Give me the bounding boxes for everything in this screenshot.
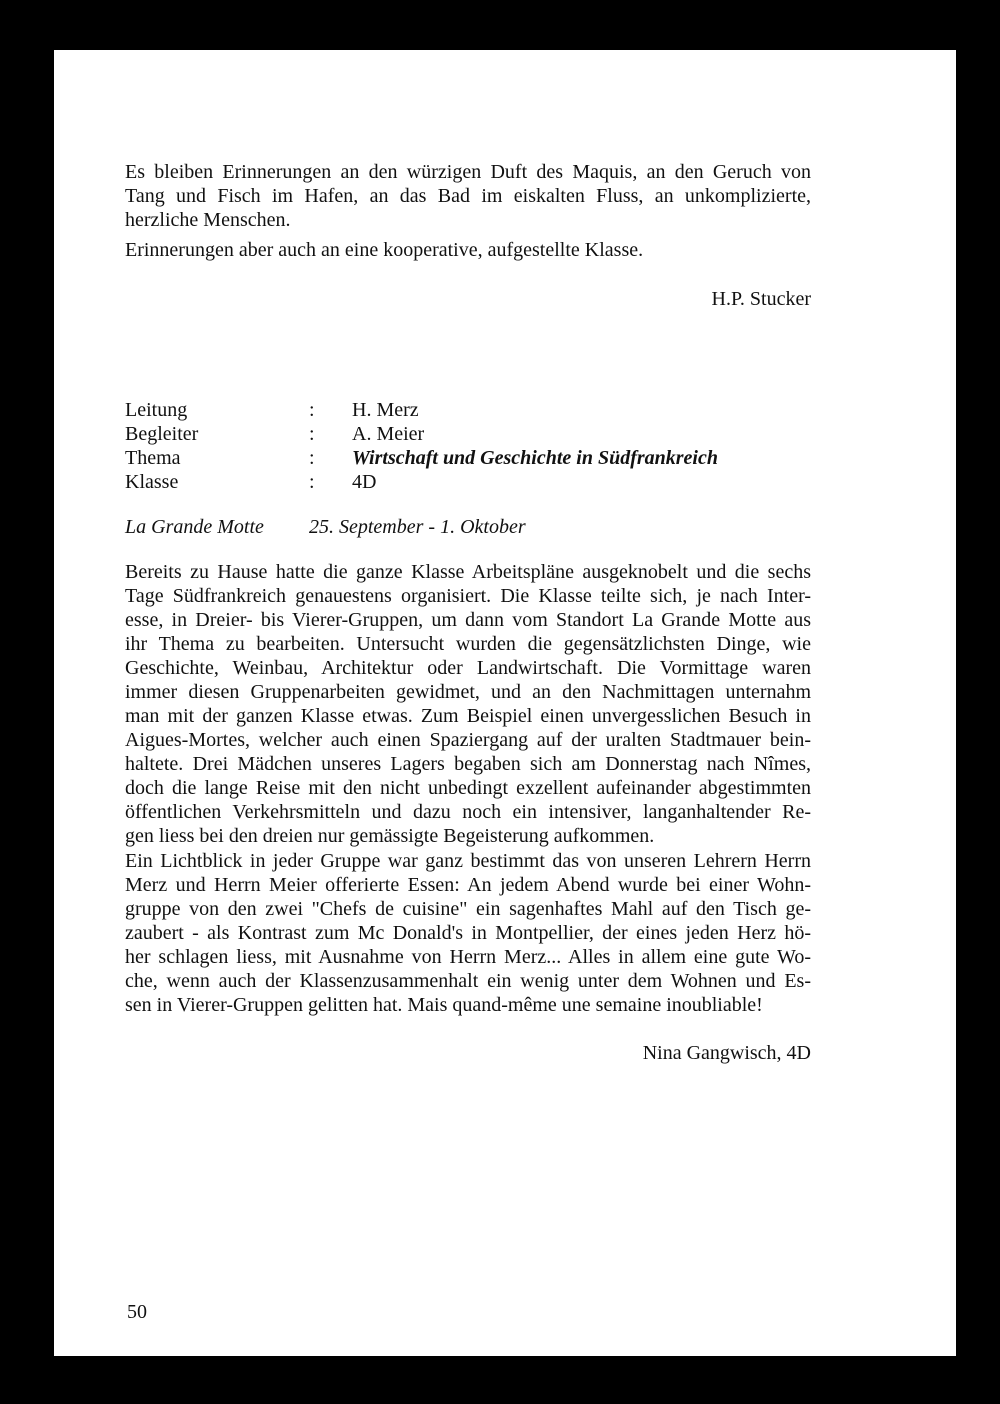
report-author: Nina Gangwisch, 4D xyxy=(642,1042,811,1064)
page-number: 50 xyxy=(127,1301,147,1323)
document-page xyxy=(54,50,956,1356)
info-colon: : xyxy=(309,471,315,493)
text-line: Es bleiben Erinnerungen an den würzigen Duft des Maquis, an den Geruch von xyxy=(125,161,811,183)
text-line: zaubert - als Kontrast zum Mc Donald's in Montpellier, der eines jeden Herz hö- xyxy=(125,922,811,944)
trip-dates: 25. September - 1. Oktober xyxy=(309,516,526,538)
text-line: sen in Vierer-Gruppen gelitten hat. Mais quand-même une semaine inoubliable! xyxy=(125,994,763,1016)
text-line: Tage Südfrankreich genauestens organisiert. Die Klasse teilte sich, je nach Inter- xyxy=(125,585,811,607)
intro-author: H.P. Stucker xyxy=(711,288,811,310)
info-value-theme: Wirtschaft und Geschichte in Südfrankreich xyxy=(352,447,718,469)
text-line: man mit der ganzen Klasse etwas. Zum Beispiel einen unvergesslichen Besuch in xyxy=(125,705,811,727)
text-line: her schlagen liess, mit Ausnahme von Herrn Merz... Alles in allem eine gute Wo- xyxy=(125,946,811,968)
info-value: A. Meier xyxy=(352,423,425,445)
intro-paragraph-1 xyxy=(125,160,811,232)
info-colon: : xyxy=(309,447,315,469)
text-line: Merz und Herrn Meier offerierte Essen: An jedem Abend wurde bei einer Wohn- xyxy=(125,874,811,896)
trip-place: La Grande Motte xyxy=(125,516,264,538)
text-line: che, wenn auch der Klassenzusammenhalt ein wenig unter dem Wohnen und Es- xyxy=(125,970,811,992)
text-line: öffentlichen Verkehrsmitteln und dazu noch ein intensiver, langanhaltender Re- xyxy=(125,801,811,823)
text-line: gen liess bei den dreien nur gemässigte Begeisterung aufkommen. xyxy=(125,825,655,847)
text-line: Aigues-Mortes, welcher auch einen Spaziergang auf der uralten Stadtmauer bein- xyxy=(125,729,811,751)
text-line: immer diesen Gruppenarbeiten gewidmet, und an den Nachmittagen unternahm xyxy=(125,681,811,703)
report-paragraph-1 xyxy=(125,560,811,848)
text-line: Bereits zu Hause hatte die ganze Klasse Arbeitspläne ausgeknobelt und die sechs xyxy=(125,561,811,583)
report-paragraph-2 xyxy=(125,849,811,1017)
text-line: esse, in Dreier- bis Vierer-Gruppen, um dann vom Standort La Grande Motte aus xyxy=(125,609,811,631)
info-value: 4D xyxy=(352,471,377,493)
text-line: ihr Thema zu bearbeiten. Untersucht wurden die gegensätzlichsten Dinge, wie xyxy=(125,633,811,655)
text-line: herzliche Menschen. xyxy=(125,209,291,231)
intro-paragraph-2 xyxy=(125,238,811,262)
text-line: Geschichte, Weinbau, Architektur oder Landwirtschaft. Die Vormittage waren xyxy=(125,657,811,679)
text-line: doch die lange Reise mit den nicht unbedingt exzellent aufeinander abgestimmten xyxy=(125,777,811,799)
text-line: Erinnerungen aber auch an eine kooperative, aufgestellte Klasse. xyxy=(125,239,644,261)
info-label: Leitung xyxy=(125,399,188,421)
info-label: Thema xyxy=(125,447,181,469)
info-value: H. Merz xyxy=(352,399,419,421)
text-line: Ein Lichtblick in jeder Gruppe war ganz bestimmt das von unseren Lehrern Herrn xyxy=(125,850,811,872)
info-label: Klasse xyxy=(125,471,179,493)
text-line: Tang und Fisch im Hafen, an das Bad im eiskalten Fluss, an unkomplizierte, xyxy=(125,185,811,207)
info-label: Begleiter xyxy=(125,423,199,445)
text-line: gruppe von den zwei "Chefs de cuisine" ein sagenhaftes Mahl auf den Tisch ge- xyxy=(125,898,811,920)
info-colon: : xyxy=(309,423,315,445)
info-colon: : xyxy=(309,399,315,421)
text-line: haltete. Drei Mädchen unseres Lagers begaben sich am Donnerstag nach Nîmes, xyxy=(125,753,811,775)
